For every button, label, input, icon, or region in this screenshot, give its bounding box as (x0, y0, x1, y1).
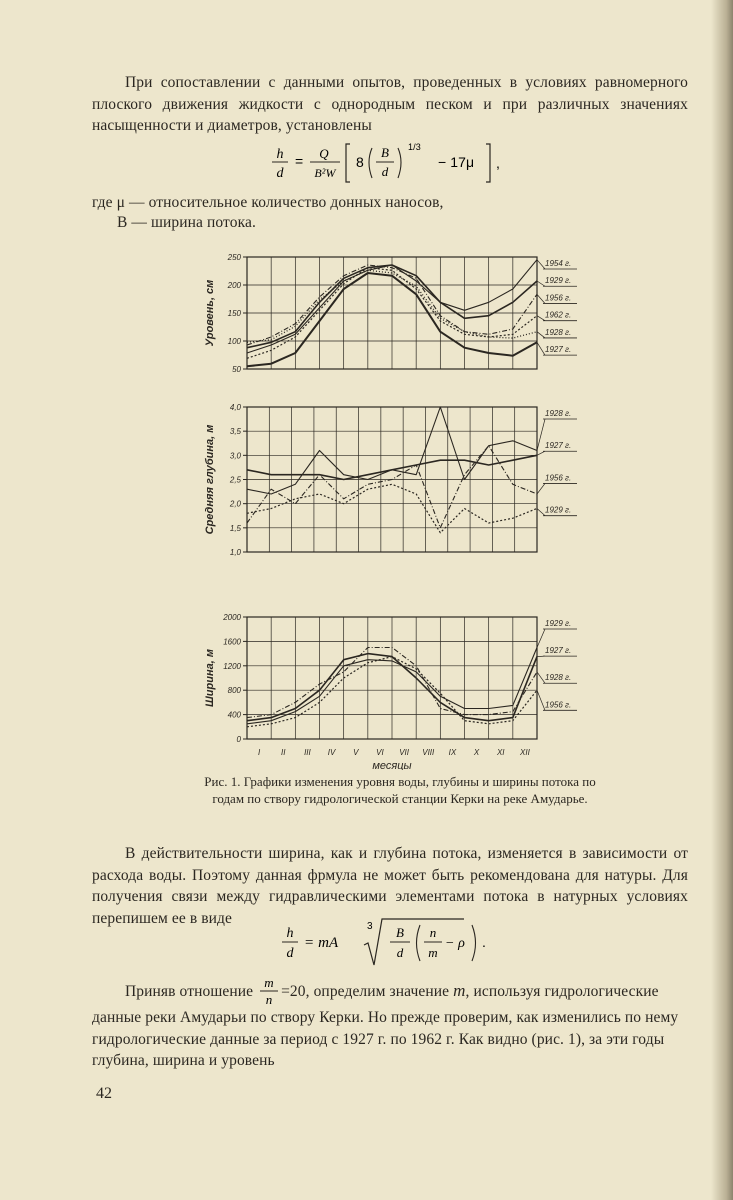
legend-label: 1929 г. (545, 276, 572, 286)
y-tick-label: 0 (236, 735, 241, 744)
legend-leader (537, 316, 545, 321)
y-tick-label: 1,5 (229, 523, 241, 533)
legend-leader (537, 342, 545, 355)
f1-b-den: d (381, 164, 389, 179)
y-tick-label: 1200 (223, 661, 241, 671)
formula-depth (268, 140, 568, 188)
f2-mid: = mA (304, 935, 339, 951)
y-axis-label: Средняя глубина, м (204, 424, 216, 535)
y-tick-label: 50 (232, 365, 241, 374)
legend-leader (537, 509, 545, 516)
f1-q-num: Q (319, 146, 329, 161)
definition-mu: где μ — относительное количество донных наносов, (92, 194, 444, 211)
para3-mid: =20, определим значение (281, 983, 450, 1000)
x-tick-label: VI (376, 748, 384, 757)
legend-leader (537, 260, 545, 269)
y-tick-label: 400 (227, 710, 241, 720)
x-tick-label: I (257, 748, 261, 757)
f1-b-num: B (380, 145, 390, 160)
chart-panel-2 (204, 403, 577, 557)
legend-leader (537, 332, 545, 338)
legend-label: 1927 г. (545, 646, 572, 656)
ratio-den: n (265, 992, 273, 1007)
x-tick-label: VII (399, 748, 409, 757)
page-edge-shadow (711, 0, 733, 1200)
para3-end: , используя гидрологические данные реки Амударьи по створу Керки. Но прежде проверим, как изменились по нему гидрологические данные за период с 1927 г. по 1962 г. Как видно (рис. 1), за эти годы глубина, ширина и уровень (92, 983, 679, 1069)
f1-q-den: B²W (314, 166, 336, 180)
legend-leader (537, 451, 545, 455)
f1-exponent: 1/3 (408, 142, 421, 152)
legend-leader (537, 281, 545, 286)
y-tick-label: 2,5 (229, 475, 241, 485)
legend-leader (537, 294, 545, 303)
y-tick-label: 200 (227, 281, 241, 290)
x-tick-label: III (304, 748, 311, 757)
f1-tail: − 17μ (438, 154, 475, 170)
paragraph-ratio (92, 975, 692, 1072)
definition-b: B — ширина потока. (117, 214, 256, 231)
f1-end: , (496, 155, 500, 171)
f2-b-num: B (395, 925, 405, 940)
legend-label: 1929 г. (545, 619, 572, 628)
legend-label: 1927 г. (545, 441, 572, 451)
series-line (247, 455, 537, 479)
legend-label: 1928 г. (545, 673, 572, 683)
y-tick-label: 1,0 (229, 548, 241, 557)
figure-caption: Рис. 1. Графики изменения уровня воды, глубины и ширины потока по годам по створу гидрологической станции Керки на реке Амударье. (204, 774, 596, 806)
ratio-num: m (264, 975, 274, 990)
formula-natural (280, 915, 540, 971)
f2-tail: − ρ (445, 936, 465, 951)
f2-n-num: n (429, 925, 437, 940)
x-axis-label: месяцы (372, 760, 412, 770)
legend-label: 1954 г. (545, 259, 572, 268)
f2-end: . (482, 934, 486, 950)
y-tick-label: 3,0 (229, 451, 241, 461)
legend-leader (537, 629, 545, 648)
y-tick-label: 2,0 (229, 499, 241, 509)
f2-b-den: d (396, 945, 404, 960)
y-tick-label: 2000 (223, 613, 241, 622)
legend-leader (537, 672, 545, 683)
legend-label: 1956 г. (545, 293, 572, 303)
y-axis-label: Ширина, м (204, 649, 216, 707)
f2-n-den: m (428, 945, 438, 960)
ratio-fraction (257, 975, 281, 1007)
y-axis-label: Уровень, см (204, 279, 216, 347)
x-tick-label: IX (448, 748, 457, 757)
y-tick-label: 1600 (223, 637, 241, 647)
y-tick-label: 150 (227, 309, 241, 318)
x-tick-label: XII (520, 748, 530, 757)
paragraph-width: В действительности ширина, как и глубина потока, изменяется в зависимости от расхода воды. Поэтому данная фрмула не может быть рекомендована для натуры. Для получения связи между гидравлическими элементами потока в натурных условиях перепишем ее в виде (92, 845, 688, 927)
y-tick-label: 250 (227, 253, 241, 262)
x-tick-label: V (353, 748, 359, 757)
legend-label: 1956 г. (545, 700, 572, 710)
paragraph-intro: При сопоставлении с данными опытов, проведенных в условиях равномерного плоского движения жидкости с однородным песком и при различных значениях насыщенности и диаметров, установлены (92, 74, 688, 134)
f2-lhs-num: h (286, 926, 294, 941)
legend-leader (537, 690, 545, 710)
f1-lhs-num: h (276, 147, 284, 162)
series-line (247, 484, 537, 532)
series-line (247, 407, 537, 494)
legend-label: 1928 г. (545, 327, 572, 337)
x-tick-label: II (281, 748, 286, 757)
x-tick-label: X (473, 748, 480, 757)
y-tick-label: 3,5 (229, 427, 241, 437)
y-tick-label: 4,0 (229, 403, 241, 412)
f2-root-index: 3 (367, 921, 373, 932)
legend-leader (537, 483, 545, 494)
y-tick-label: 100 (227, 337, 241, 346)
para3-start: Приняв отношение (125, 983, 254, 1000)
legend-label: 1956 г. (545, 473, 572, 483)
page-number: 42 (96, 1085, 112, 1102)
x-tick-label: IV (327, 748, 336, 757)
f2-lhs-den: d (286, 946, 294, 961)
legend-label: 1928 г. (545, 409, 572, 418)
chart-panel-3 (204, 613, 577, 770)
y-tick-label: 800 (227, 686, 241, 696)
legend-leader (537, 419, 545, 451)
legend-label: 1927 г. (545, 345, 572, 355)
x-tick-label: XI (496, 748, 505, 757)
svg-text:=: = (295, 153, 304, 169)
figure-1 (200, 245, 600, 770)
legend-label: 1962 г. (545, 310, 572, 320)
legend-label: 1929 г. (545, 505, 572, 515)
m-symbol: m (453, 981, 466, 1000)
f1-coef: 8 (356, 154, 364, 170)
x-tick-label: VIII (422, 748, 435, 757)
f1-lhs-den: d (276, 166, 284, 181)
chart-panel-1 (204, 253, 577, 374)
